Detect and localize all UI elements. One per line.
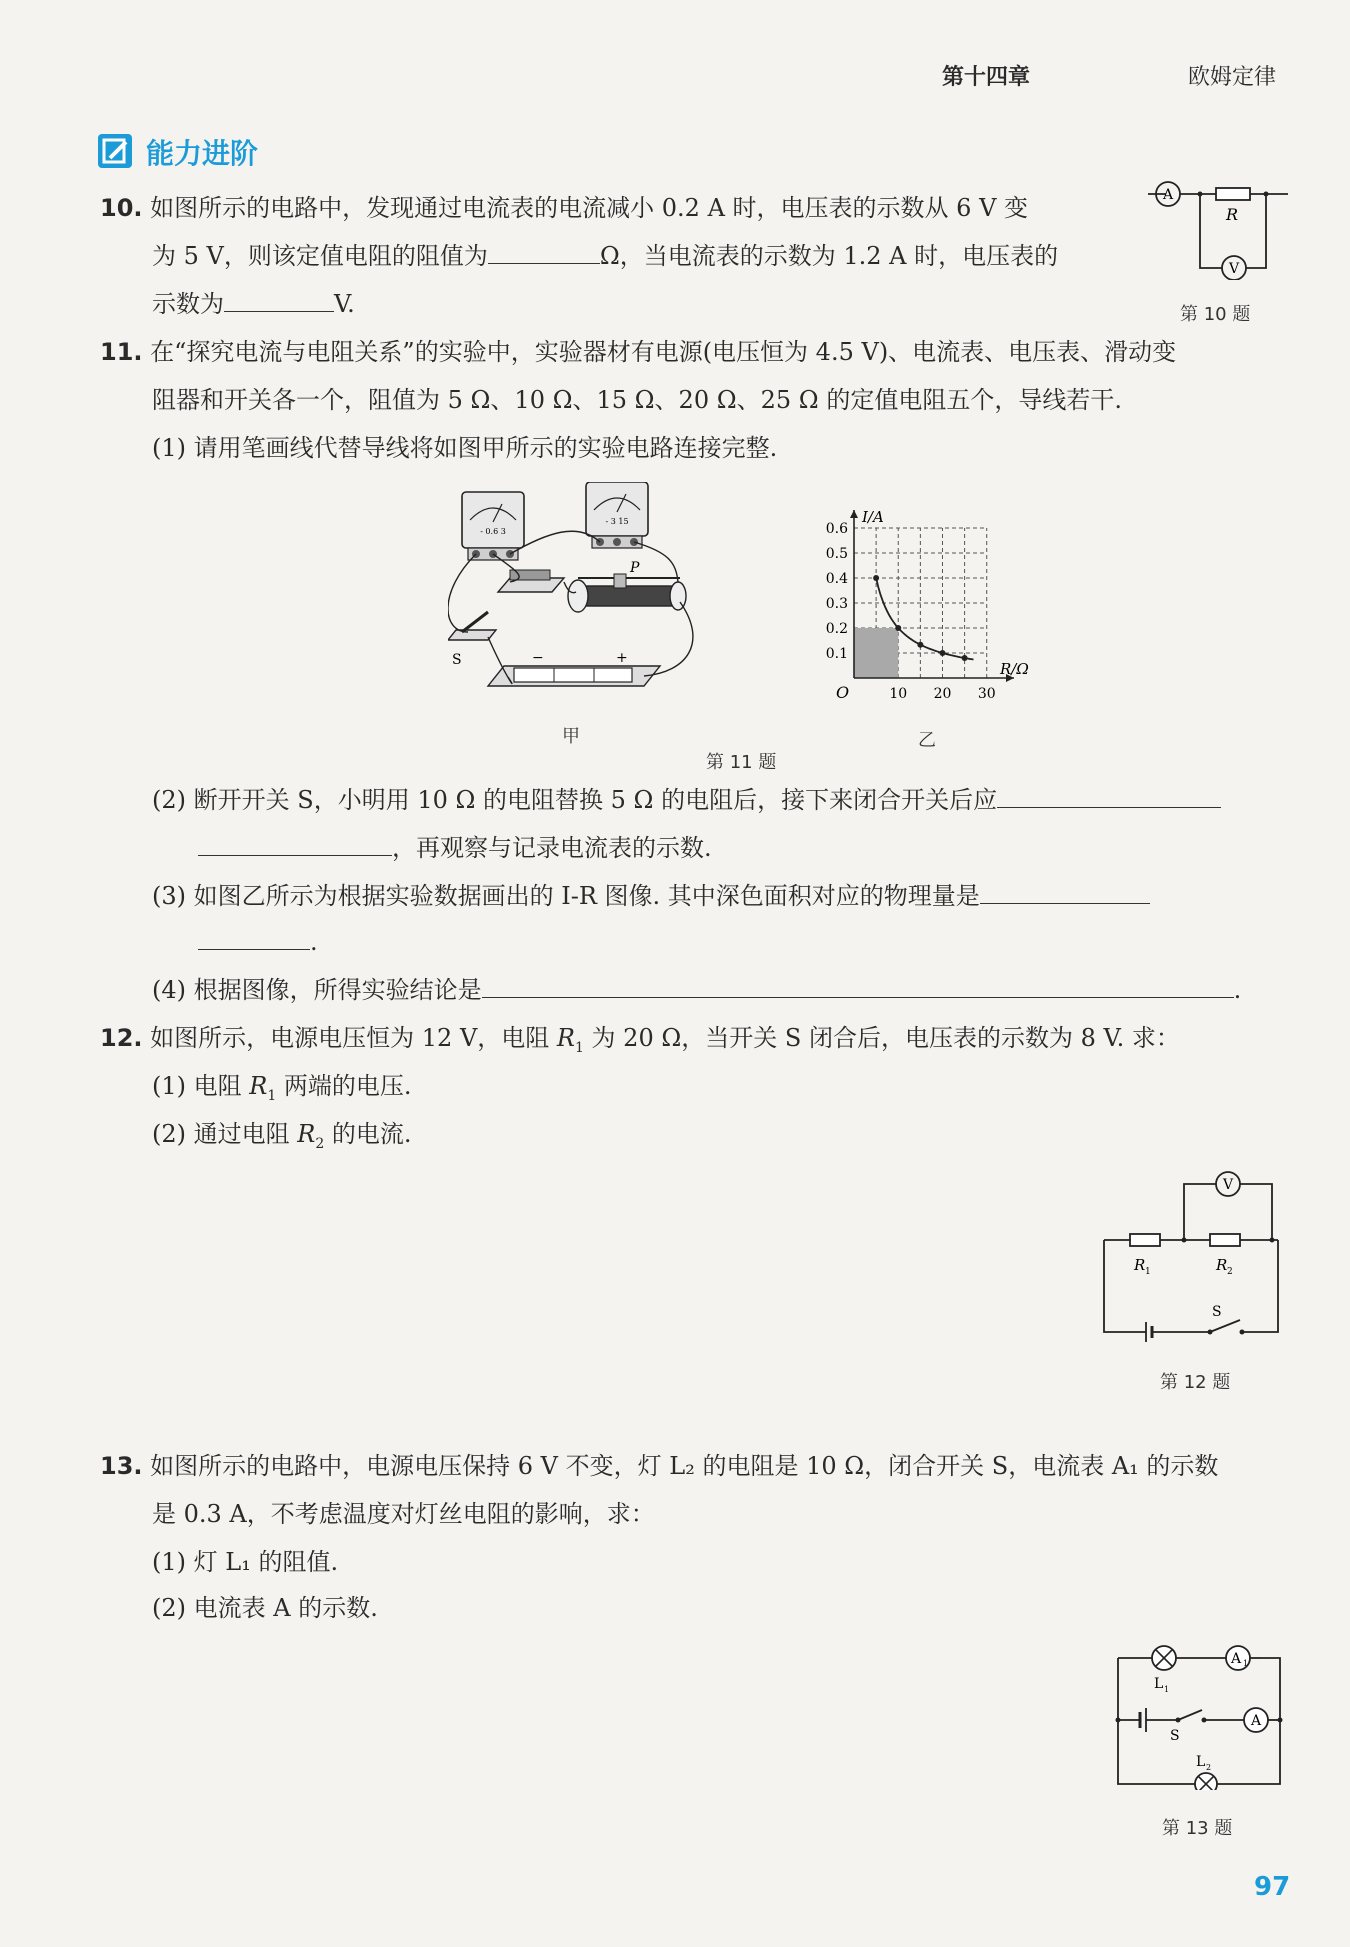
battery-plus-label: + (616, 650, 628, 666)
y-axis-label: I/A (862, 510, 884, 526)
question-11-line1 (100, 328, 1176, 376)
chapter-label (942, 60, 1030, 91)
q12-part2-b: 的电流. (324, 1120, 412, 1148)
question-13-part2: (2) 电流表 A 的示数. (152, 1594, 378, 1622)
x-tick-label: 20 (933, 686, 952, 702)
q12-text-a: 如图所示，电源电压恒为 12 V，电阻 (150, 1024, 557, 1052)
question-number: 13. (100, 1452, 143, 1480)
question-13-part1: (1) 灯 L₁ 的阻值. (152, 1548, 339, 1576)
q12-text-b: 为 20 Ω，当开关 S 闭合后，电压表的示数为 8 V. 求： (583, 1024, 1180, 1052)
r2-symbol (1210, 1234, 1240, 1246)
question-11-part3-line2 (198, 918, 318, 966)
question-11-line2: 阻器和开关各一个，阻值为 5 Ω、10 Ω、15 Ω、20 Ω、25 Ω 的定值电阻五个，导线若干. (152, 386, 1122, 414)
q10-text-2a: 为 5 V，则该定值电阻的阻值为 (152, 242, 488, 270)
chapter-title: 欧姆定律 (1188, 65, 1277, 90)
r1-label: R (1134, 1256, 1146, 1274)
question-10-line3 (152, 280, 355, 328)
figure-caption-13: 第 13 题 (1162, 1818, 1233, 1839)
answer-blank-resistance[interactable] (488, 234, 600, 264)
question-number: 10. (100, 194, 143, 222)
y-tick-label: 0.6 (825, 521, 848, 537)
x-axis-label: R/Ω (1000, 660, 1029, 678)
q12-part1-a: (1) 电阻 (152, 1072, 250, 1100)
r1-symbol: R (556, 1024, 575, 1052)
r2-subscript: 2 (315, 1135, 325, 1152)
q12-part2-a: (2) 通过电阻 (152, 1120, 298, 1148)
question-11-part4 (152, 966, 1241, 1014)
l2-label-sub: 2 (1206, 1763, 1212, 1772)
l2-label: L (1196, 1754, 1206, 1770)
r1-symbol: R (249, 1072, 268, 1100)
y-tick-label: 0.1 (825, 646, 848, 662)
lamp-l2-symbol (1195, 1773, 1217, 1790)
q11-text-1: 在“探究电流与电阻关系”的实验中，实验器材有电源(电压恒为 4.5 V)、电流表、电压表、滑动变 (150, 338, 1177, 366)
y-tick-label: 0.4 (825, 571, 848, 587)
data-point (917, 642, 923, 648)
y-tick-label: 0.3 (825, 596, 848, 612)
data-point (962, 655, 968, 661)
y-tick-label: 0.5 (825, 546, 848, 562)
switch-label: S (452, 652, 462, 668)
question-13-line1 (100, 1442, 1218, 1490)
q13-circuit-diagram (1110, 1640, 1290, 1790)
a-label: A (1250, 1713, 1262, 1729)
q12-part1-b: 两端的电压. (276, 1072, 412, 1100)
answer-blank-quantity-2[interactable] (198, 920, 310, 950)
q11-part4-text: (4) 根据图像，所得实验结论是 (152, 976, 482, 1004)
y-tick-label: 0.2 (825, 621, 848, 637)
switch-label: S (1212, 1304, 1222, 1320)
voltmeter-scale: - 3 15 (605, 517, 629, 526)
q10-text-3a: 示数为 (152, 290, 224, 318)
ammeter-device (462, 492, 524, 548)
a1-label-sub: 1 (1243, 1659, 1249, 1668)
q11-part2-text-b: ，再观察与记录电流表的示数. (392, 834, 712, 862)
q10-text-1: 如图所示的电路中，发现通过电流表的电流减小 0.2 A 时，电压表的示数从 6 V 变 (150, 194, 1029, 222)
l1-label: L (1154, 1676, 1164, 1692)
question-number: 11. (100, 338, 143, 366)
data-point (873, 575, 879, 581)
ammeter-label: A (1162, 187, 1174, 203)
rheostat (578, 586, 678, 606)
question-13-line2: 是 0.3 A，不考虑温度对灯丝电阻的影响，求： (152, 1500, 655, 1528)
q12-circuit-diagram (1096, 1166, 1286, 1346)
q11-part2-text: (2) 断开开关 S，小明用 10 Ω 的电阻替换 5 Ω 的电阻后，接下来闭合开关后应 (152, 786, 998, 814)
answer-blank-voltage[interactable] (224, 282, 334, 312)
answer-blank-operation-2[interactable] (198, 826, 392, 856)
figure-label-yi: 乙 (918, 730, 936, 751)
r2-label: R (1216, 1256, 1228, 1274)
question-12-part2 (152, 1110, 412, 1168)
figure-caption-11: 第 11 题 (706, 752, 777, 773)
x-tick-label: 10 (889, 686, 908, 702)
battery-minus-label: − (532, 650, 544, 666)
r2-label-sub: 2 (1227, 1267, 1233, 1277)
question-11-part2-line2 (198, 824, 712, 872)
voltmeter-label: V (1228, 261, 1240, 277)
answer-blank-quantity-1[interactable] (980, 874, 1150, 904)
ammeter-scale: - 0.6 3 (480, 527, 506, 536)
figure-caption-10: 第 10 题 (1180, 304, 1251, 325)
data-point (895, 625, 901, 631)
question-11-part1: (1) 请用笔画线代替导线将如图甲所示的实验电路连接完整. (152, 434, 778, 462)
l1-label-sub: 1 (1164, 1685, 1170, 1694)
q10-text-3b: V. (334, 290, 355, 318)
q10-circuit-diagram (1148, 176, 1294, 280)
question-11-part2-line1 (152, 776, 1221, 824)
q11-part3-end: . (310, 928, 318, 956)
switch-symbol (1178, 1710, 1202, 1720)
switch-symbol (1210, 1320, 1240, 1332)
q11-part3-text: (3) 如图乙所示为根据实验数据画出的 I-R 图像. 其中深色面积对应的物理量是 (152, 882, 980, 910)
q11-part4-end: . (1233, 976, 1242, 1004)
r1-subscript: 1 (575, 1039, 584, 1056)
question-number: 12. (100, 1024, 143, 1052)
switch-label: S (1170, 1728, 1180, 1744)
section-title: 能力进阶 (146, 137, 259, 170)
resistor-symbol (1216, 188, 1250, 200)
pencil-icon (98, 134, 132, 168)
apparatus-figure-jia (448, 482, 708, 708)
answer-blank-conclusion[interactable] (482, 968, 1234, 998)
data-point (939, 650, 945, 656)
ir-graph (810, 510, 1046, 710)
x-tick-label: 30 (977, 686, 996, 702)
r1-subscript: 1 (267, 1087, 277, 1104)
origin-label: O (836, 683, 850, 702)
page-number: 97 (1254, 1872, 1291, 1902)
figure-label-jia: 甲 (562, 726, 580, 747)
chapter-number: 第十四章 (941, 65, 1030, 90)
r2-symbol: R (297, 1120, 316, 1148)
answer-blank-operation-1[interactable] (997, 778, 1221, 808)
voltmeter-label: V (1222, 1177, 1234, 1193)
figure-caption-12: 第 12 题 (1160, 1372, 1231, 1393)
slider-label: P (630, 560, 640, 576)
shaded-area (854, 628, 898, 678)
q13-text-1: 如图所示的电路中，电源电压保持 6 V 不变，灯 L₂ 的电阻是 10 Ω，闭合开关 S，电流表 A₁ 的示数 (150, 1452, 1219, 1480)
y-axis-arrow (850, 510, 858, 518)
q10-text-2b: Ω，当电流表的示数为 1.2 A 时，电压表的 (599, 242, 1059, 270)
question-11-part3-line1 (152, 872, 1150, 920)
question-10-line1 (100, 184, 1028, 232)
question-10-line2 (152, 232, 1058, 280)
resistor-label: R (1225, 205, 1239, 224)
a1-label: A (1230, 1651, 1242, 1667)
r1-symbol (1130, 1234, 1160, 1246)
r1-label-sub: 1 (1145, 1267, 1151, 1277)
